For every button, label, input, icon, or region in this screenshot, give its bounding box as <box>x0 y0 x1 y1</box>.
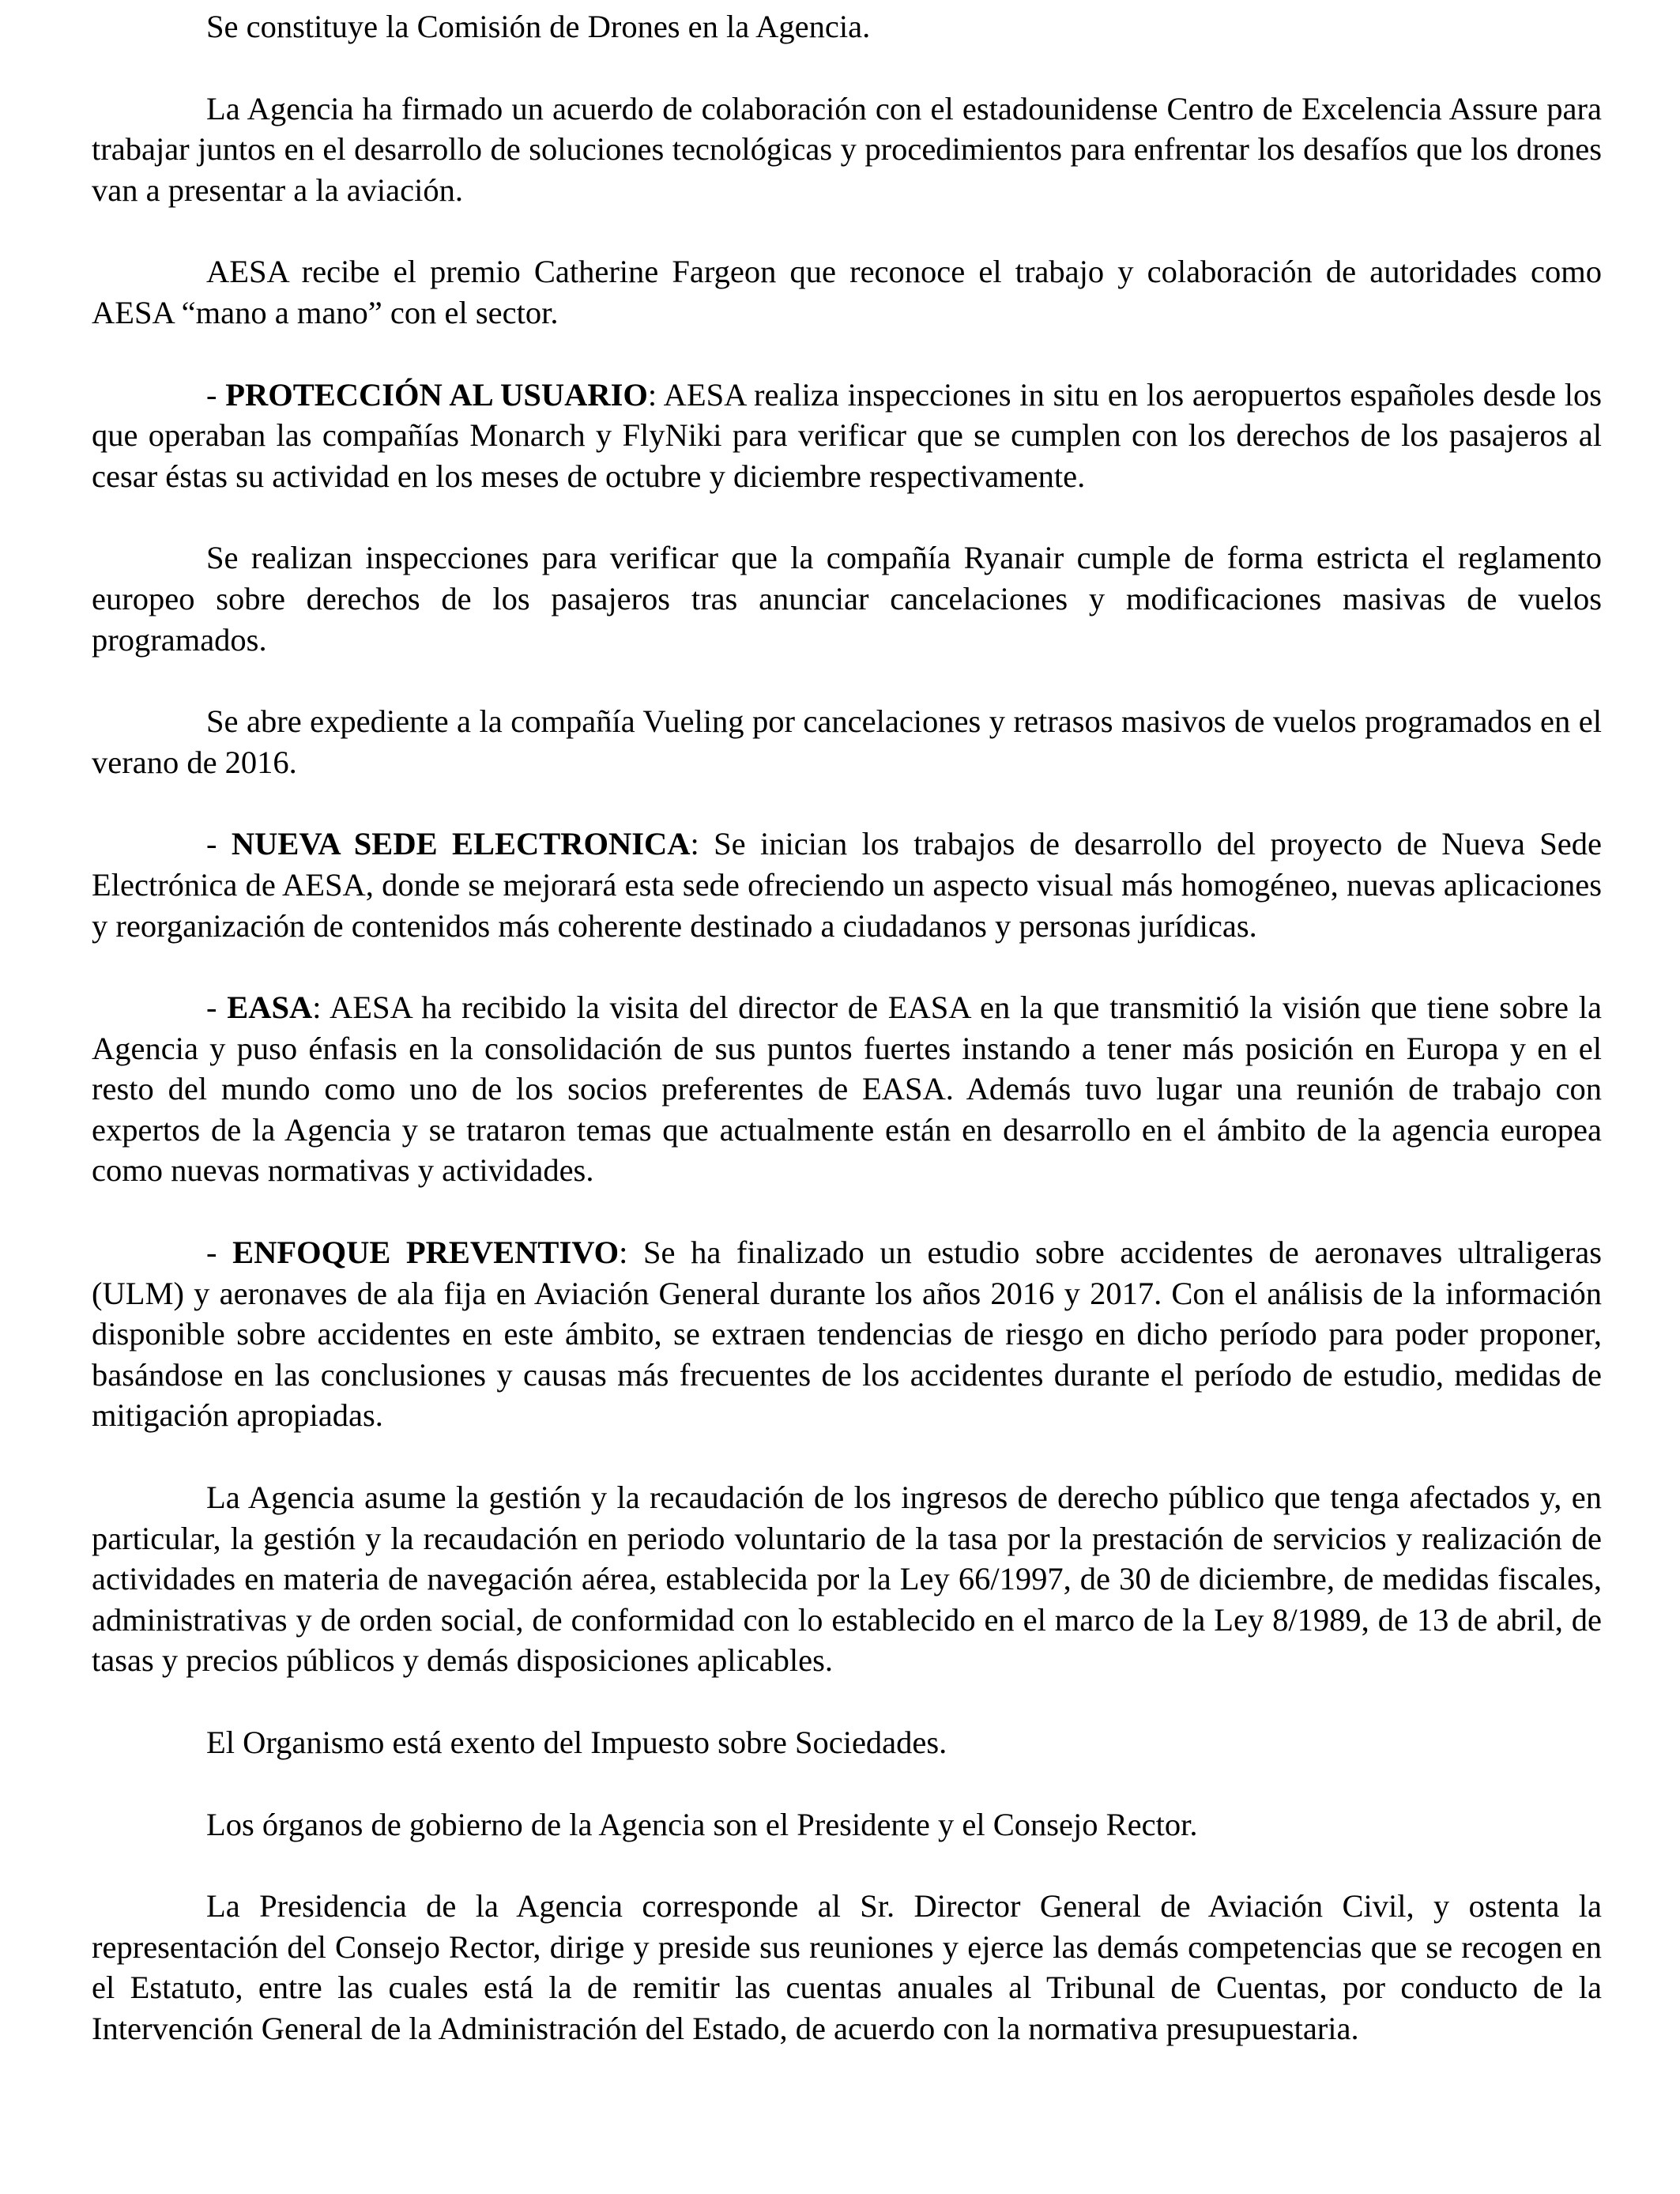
paragraph-text: : AESA ha recibido la visita del director de EASA en la que transmitió la visión que tiene sobre la Agencia y puso énfasis en la consolidación de sus puntos fuertes instando a tener más posición en Europa y en el resto del mundo como uno de los socios preferentes de EASA. Además tuvo lugar una reunión de trabajo con expertos de la Agencia y se trataron temas que actualmente están en desarrollo en el ámbito de la agencia europea como nuevas normativas y actividades. <box>92 990 1602 1189</box>
paragraph-assure-agreement <box>92 89 1602 211</box>
bullet-dash: - <box>206 1235 233 1271</box>
document-page <box>92 6 1602 2049</box>
paragraph-text: Se abre expediente a la compañía Vueling por cancelaciones y retrasos masivos de vuelos programados en el verano de 2016. <box>92 703 1602 780</box>
paragraph-fargeon-award <box>92 251 1602 333</box>
paragraph-text: La Presidencia de la Agencia corresponde al Sr. Director General de Aviación Civil, y ostenta la representación del Consejo Rector, dirige y preside sus reuniones y ejerce las demás competencias que se recogen en el Estatuto, entre las cuales está la de remitir las cuentas anuales al Tribunal de Cuentas, por conducto de la Intervención General de la Administración del Estado, de acuerdo con la normativa presupuestaria. <box>92 1888 1602 2046</box>
paragraph-easa <box>92 987 1602 1191</box>
paragraph-text: : Se ha finalizado un estudio sobre accidentes de aeronaves ultraligeras (ULM) y aeronaves de ala fija en Aviación General durante los años 2016 y 2017. Con el análisis de la información disponible sobre accidentes en este ámbito, se extraen tendencias de riesgo en dicho período para poder proponer, basándose en las conclusiones y causas más frecuentes de los accidentes durante el período de estudio, medidas de mitigación apropiadas. <box>92 1235 1602 1434</box>
paragraph-text: El Organismo está exento del Impuesto sobre Sociedades. <box>206 1725 947 1760</box>
paragraph-text: : Se inician los trabajos de desarrollo del proyecto de Nueva Sede Electrónica de AESA, donde se mejorará esta sede ofreciendo un aspecto visual más homogéneo, nuevas aplicaciones y reorganización de contenidos más coherente destinado a ciudadanos y personas jurídicas. <box>92 826 1602 944</box>
paragraph-text: : AESA realiza inspecciones in situ en los aeropuertos españoles desde los que operaban las compañías Monarch y FlyNiki para verificar que se cumplen con los derechos de los pasajeros al cesar éstas su actividad en los meses de octubre y diciembre respectivamente. <box>92 376 1603 494</box>
paragraph-ryanair-inspections <box>92 537 1602 660</box>
section-heading-preventive-approach: ENFOQUE PREVENTIVO <box>232 1235 620 1271</box>
paragraph-text: Se constituye la Comisión de Drones en la Agencia. <box>206 9 871 44</box>
paragraph-text: AESA recibe el premio Catherine Fargeon que reconoce el trabajo y colaboración de autoridades como AESA “mano a mano” con el sector. <box>92 254 1602 330</box>
paragraph-electronic-office <box>92 824 1602 946</box>
section-heading-electronic-office: NUEVA SEDE ELECTRONICA <box>231 826 691 862</box>
bullet-dash: - <box>206 990 228 1026</box>
paragraph-drones-commission <box>92 6 1602 47</box>
paragraph-text: Se realizan inspecciones para verificar que la compañía Ryanair cumple de forma estricta el reglamento europeo sobre derechos de los pasajeros tras anunciar cancelaciones y modificaciones masivas de vuelos programados. <box>92 540 1602 658</box>
paragraph-user-protection <box>92 375 1602 497</box>
paragraph-preventive-approach <box>92 1232 1602 1436</box>
bullet-dash: - <box>206 826 232 862</box>
paragraph-tax-exemption <box>92 1722 1602 1763</box>
section-heading-user-protection: PROTECCIÓN AL USUARIO <box>225 376 648 413</box>
paragraph-revenue-management <box>92 1477 1602 1681</box>
bullet-dash: - <box>206 376 226 413</box>
paragraph-text: La Agencia asume la gestión y la recaudación de los ingresos de derecho público que tenga afectados y, en particular, la gestión y la recaudación en periodo voluntario de la tasa por la prestación de servicios y realización de actividades en materia de navegación aérea, establecida por la Ley 66/1997, de 30 de diciembre, de medidas fiscales, administrativas y de orden social, de conformidad con lo establecido en el marco de la Ley 8/1989, de 13 de abril, de tasas y precios públicos y demás disposiciones aplicables. <box>92 1480 1602 1679</box>
paragraph-text: La Agencia ha firmado un acuerdo de colaboración con el estadounidense Centro de Excelencia Assure para trabajar juntos en el desarrollo de soluciones tecnológicas y procedimientos para enfrentar los desafíos que los drones van a presentar a la aviación. <box>92 90 1602 208</box>
paragraph-presidency <box>92 1886 1602 2049</box>
paragraph-vueling-file <box>92 701 1602 782</box>
paragraph-governing-bodies <box>92 1804 1602 1845</box>
section-heading-easa: EASA <box>227 990 313 1026</box>
paragraph-text: Los órganos de gobierno de la Agencia son el Presidente y el Consejo Rector. <box>206 1806 1198 1842</box>
